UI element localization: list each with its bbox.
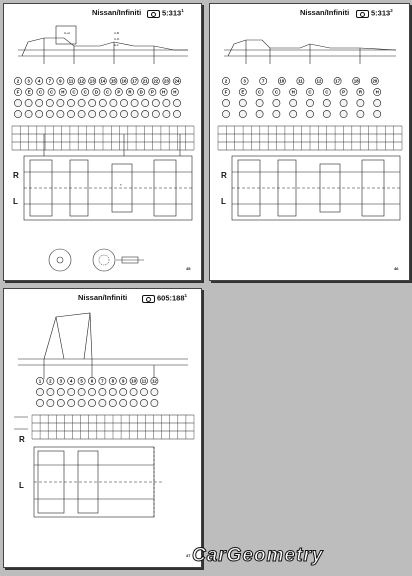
cargeometry-logo: CarGeometry [192, 545, 324, 566]
point-symbol [88, 399, 95, 406]
point-bubble-label: 10 [279, 78, 285, 84]
point-bubble-label: 4 [37, 78, 41, 84]
page-mark: 46 [394, 266, 399, 271]
brand-label: Nissan/Infiniti [92, 8, 142, 17]
frame-diagram-3 [4, 289, 201, 567]
point-symbol [374, 110, 381, 117]
point-symbol [67, 99, 74, 106]
side-label-left: L [13, 197, 18, 206]
point-bubble-label: 11 [141, 378, 147, 384]
model-code-sup: 2 [390, 8, 393, 13]
point-symbol [88, 388, 95, 395]
point-symbol [14, 99, 21, 106]
point-symbol [239, 99, 246, 106]
point-bubble-label: R [128, 89, 132, 95]
point-bubble-label: 2 [49, 378, 52, 384]
point-symbol [36, 99, 43, 106]
point-symbol [290, 99, 297, 106]
point-bubble-label: D [139, 89, 143, 95]
point-bubble-label: 17 [132, 78, 138, 84]
point-symbol [120, 110, 127, 117]
point-symbol [57, 99, 64, 106]
point-bubble-label: 7 [101, 378, 104, 384]
side-label-right: R [13, 171, 19, 180]
point-symbol [256, 110, 263, 117]
point-symbol [374, 99, 381, 106]
point-symbol [152, 99, 159, 106]
point-bubble-label: 13 [89, 78, 95, 84]
point-bubble-label: 3 [243, 78, 246, 84]
point-bubble-label: E [241, 89, 245, 95]
side-label-left: L [19, 481, 24, 490]
point-symbol [151, 388, 158, 395]
side-label-right: R [19, 435, 25, 444]
side-label-right: R [221, 171, 227, 180]
point-symbol [68, 388, 75, 395]
point-bubble-label: 12 [151, 378, 157, 384]
point-symbol [173, 99, 180, 106]
point-symbol [47, 388, 54, 395]
point-bubble-label: 3 [59, 378, 63, 384]
document-page-1 [3, 3, 202, 281]
point-symbol [46, 110, 53, 117]
point-symbol [256, 99, 263, 106]
point-symbol [131, 99, 138, 106]
document-page-2 [209, 3, 410, 281]
point-bubble-label: 11 [298, 78, 303, 84]
point-symbol [89, 99, 96, 106]
point-bubble-label: 23 [163, 78, 169, 84]
point-symbol [323, 99, 330, 106]
point-symbol [99, 399, 106, 406]
point-symbol [306, 99, 313, 106]
point-bubble-label: 20 [372, 78, 378, 84]
model-code: 5:313 [371, 8, 391, 18]
point-bubble-label: 24 [174, 78, 180, 84]
point-bubble-label: C [72, 89, 76, 95]
model-code: 5:313 [162, 8, 182, 18]
point-symbol [140, 399, 147, 406]
point-symbol [99, 110, 106, 117]
model-code-sup: 1 [181, 8, 184, 13]
point-bubble-label: C [106, 89, 110, 95]
model-code: 605:188 [157, 293, 185, 303]
point-symbol [78, 110, 85, 117]
point-symbol [57, 388, 64, 395]
point-bubble-label: P [342, 89, 346, 95]
point-bubble-label: C [274, 89, 278, 95]
point-symbol [99, 99, 106, 106]
point-bubble-label: P [117, 89, 121, 95]
point-symbol [25, 110, 32, 117]
point-bubble-label: 2 [16, 78, 20, 84]
point-symbol [67, 110, 74, 117]
point-bubble-label: E [27, 89, 31, 95]
point-symbol [222, 99, 229, 106]
point-bubble-label: 14 [100, 78, 106, 84]
point-symbol [47, 399, 54, 406]
side-label-left: L [221, 197, 226, 206]
point-symbol [57, 399, 64, 406]
point-symbol [36, 110, 43, 117]
point-symbol [120, 388, 127, 395]
svg-text:G+A: G+A [64, 31, 71, 35]
point-bubble-label: C [308, 89, 312, 95]
point-bubble-label: 11 [68, 78, 74, 84]
point-bubble-label: H [375, 89, 379, 95]
point-symbol [357, 110, 364, 117]
svg-text:T: T [120, 183, 122, 187]
point-symbol [131, 110, 138, 117]
point-bubble-label: C [83, 89, 87, 95]
point-symbol [78, 99, 85, 106]
point-bubble-label: 1 [38, 378, 42, 384]
point-symbol [78, 388, 85, 395]
point-bubble-label: 3 [27, 78, 30, 84]
page-mark: 45 [186, 266, 191, 271]
point-bubble-label: P [150, 89, 154, 95]
point-symbol [273, 99, 280, 106]
point-symbol [120, 99, 127, 106]
point-symbol [109, 399, 116, 406]
point-symbol [78, 399, 85, 406]
point-bubble-label: 16 [121, 78, 127, 84]
point-bubble-label: 9 [59, 78, 62, 84]
point-symbol [151, 399, 158, 406]
point-bubble-label: 10 [131, 378, 137, 384]
brand-label: Nissan/Infiniti [300, 8, 350, 17]
model-code-sup: 1 [184, 293, 188, 298]
point-bubble-label: F [16, 89, 20, 95]
point-bubble-label: H [162, 89, 166, 95]
point-symbol [163, 99, 170, 106]
point-symbol [239, 110, 246, 117]
point-symbol [222, 110, 229, 117]
point-symbol [323, 110, 330, 117]
point-bubble-label: C [258, 89, 262, 95]
point-bubble-label: H [61, 89, 65, 95]
point-symbol [46, 99, 53, 106]
point-symbol [14, 110, 21, 117]
point-bubble-row [14, 99, 180, 106]
point-symbol [36, 399, 43, 406]
point-bubble-label: D [94, 89, 98, 95]
point-symbol [140, 388, 147, 395]
point-symbol [25, 99, 32, 106]
point-bubble-label: C [38, 89, 42, 95]
point-bubble-label: 9 [121, 378, 125, 384]
frame-diagram-2 [210, 4, 409, 280]
point-bubble-label: 6 [90, 378, 94, 384]
point-symbol [173, 110, 180, 117]
brand-label: Nissan/Infiniti [78, 293, 128, 302]
point-symbol [357, 99, 364, 106]
page-mark: 47 [186, 553, 191, 558]
point-bubble-label: C [325, 89, 329, 95]
point-symbol [142, 110, 149, 117]
point-symbol [340, 99, 347, 106]
point-bubble-label: 12 [316, 78, 322, 84]
point-symbol [152, 110, 159, 117]
point-bubble-row [14, 110, 180, 117]
point-bubble-row [14, 88, 178, 95]
point-symbol [36, 388, 43, 395]
point-symbol [130, 388, 137, 395]
point-bubble-label: 2 [224, 78, 228, 84]
point-bubble-label: 21 [142, 78, 148, 84]
point-bubble-label: 18 [353, 78, 359, 84]
point-bubble-label: 4 [69, 378, 73, 384]
point-symbol [110, 99, 117, 106]
point-symbol [306, 110, 313, 117]
point-symbol [109, 388, 116, 395]
point-bubble-label: 7 [261, 78, 265, 84]
point-bubble-label: 7 [48, 78, 52, 84]
point-symbol [89, 110, 96, 117]
point-bubble-label: 17 [335, 78, 341, 84]
document-page-3 [3, 288, 202, 568]
point-symbol [273, 110, 280, 117]
point-bubble-label: 12 [79, 78, 85, 84]
point-bubble-label: 5 [80, 378, 83, 384]
svg-text:C-D: C-D [114, 37, 120, 41]
point-bubble-label: H [291, 89, 295, 95]
frame-diagram-1 [4, 4, 201, 280]
point-bubble-label: 8 [111, 378, 115, 384]
point-bubble-label: 22 [153, 78, 159, 84]
point-bubble-label: R [358, 89, 362, 95]
point-symbol [57, 110, 64, 117]
point-bubble-label: C [50, 89, 54, 95]
point-bubble-label: 15 [110, 78, 116, 84]
point-symbol [110, 110, 117, 117]
point-symbol [68, 399, 75, 406]
point-symbol [120, 399, 127, 406]
point-symbol [142, 99, 149, 106]
point-bubble-row [14, 77, 180, 84]
empty-area [209, 288, 408, 566]
point-symbol [163, 110, 170, 117]
point-symbol [340, 110, 347, 117]
point-bubble-label: H [173, 89, 177, 95]
point-symbol [290, 110, 297, 117]
point-bubble-label: F [224, 89, 228, 95]
point-symbol [130, 399, 137, 406]
svg-text:E-F: E-F [114, 43, 119, 47]
svg-text:A-B: A-B [114, 31, 120, 35]
point-symbol [99, 388, 106, 395]
